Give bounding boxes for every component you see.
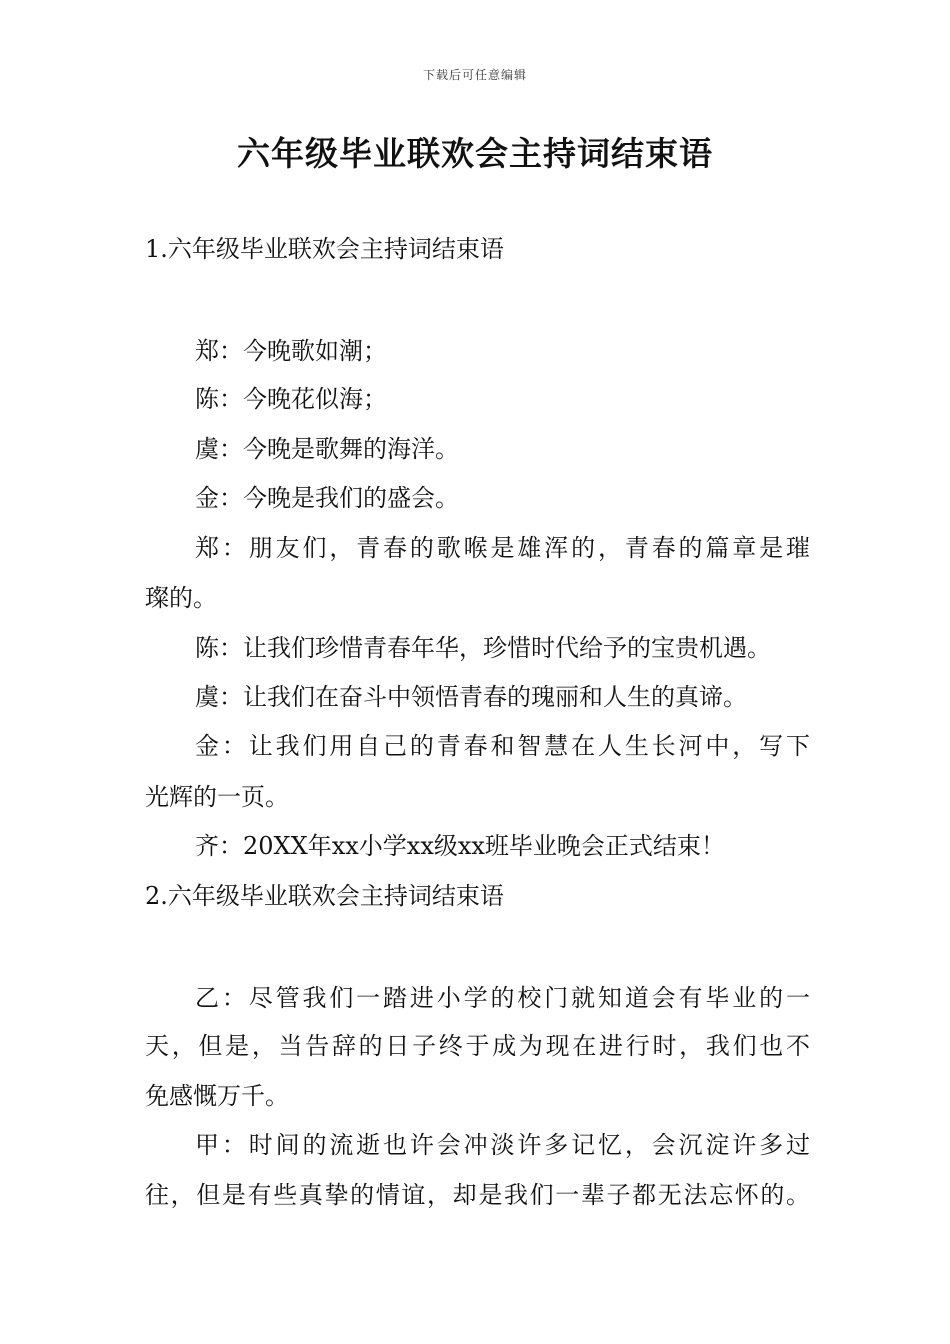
- paragraph-line: 璨的。: [145, 584, 217, 612]
- paragraph-line: 陈：今晚花似海；: [195, 385, 387, 413]
- paragraph-line: 齐：20XX年xx小学xx级xx班毕业晚会正式结束！: [195, 832, 725, 860]
- paragraph-line: 光辉的一页。: [145, 783, 289, 811]
- section-heading-2: 2.六年级毕业联欢会主持词结束语: [145, 882, 504, 910]
- paragraph-line: 陈：让我们珍惜青春年华，珍惜时代给予的宝贵机遇。: [195, 634, 771, 662]
- paragraph-line: 虞：让我们在奋斗中领悟青春的瑰丽和人生的真谛。: [195, 683, 747, 711]
- paragraph-line: 金：让我们用自己的青春和智慧在人生长河中，写下: [195, 732, 810, 760]
- paragraph-line: 郑：朋友们，青春的歌喉是雄浑的，青春的篇章是璀: [195, 534, 810, 562]
- paragraph-line: 郑：今晚歌如潮；: [195, 337, 387, 365]
- paragraph-line: 免感慨万千。: [145, 1082, 289, 1110]
- paragraph-line: 甲：时间的流逝也许会冲淡许多记忆，会沉淀许多过: [195, 1131, 810, 1159]
- page-title: 六年级毕业联欢会主持词结束语: [237, 134, 713, 173]
- section-heading-1: 1.六年级毕业联欢会主持词结束语: [145, 235, 504, 263]
- header-note: 下载后可任意编辑: [422, 68, 527, 82]
- paragraph-line: 乙：尽管我们一踏进小学的校门就知道会有毕业的一: [195, 984, 810, 1012]
- paragraph-line: 天，但是，当告辞的日子终于成为现在进行时，我们也不: [145, 1032, 810, 1060]
- paragraph-line: 往，但是有些真挚的情谊，却是我们一辈子都无法忘怀的。: [145, 1181, 810, 1209]
- paragraph-line: 金：今晚是我们的盛会。: [195, 484, 459, 512]
- paragraph-line: 虞：今晚是歌舞的海洋。: [195, 435, 459, 463]
